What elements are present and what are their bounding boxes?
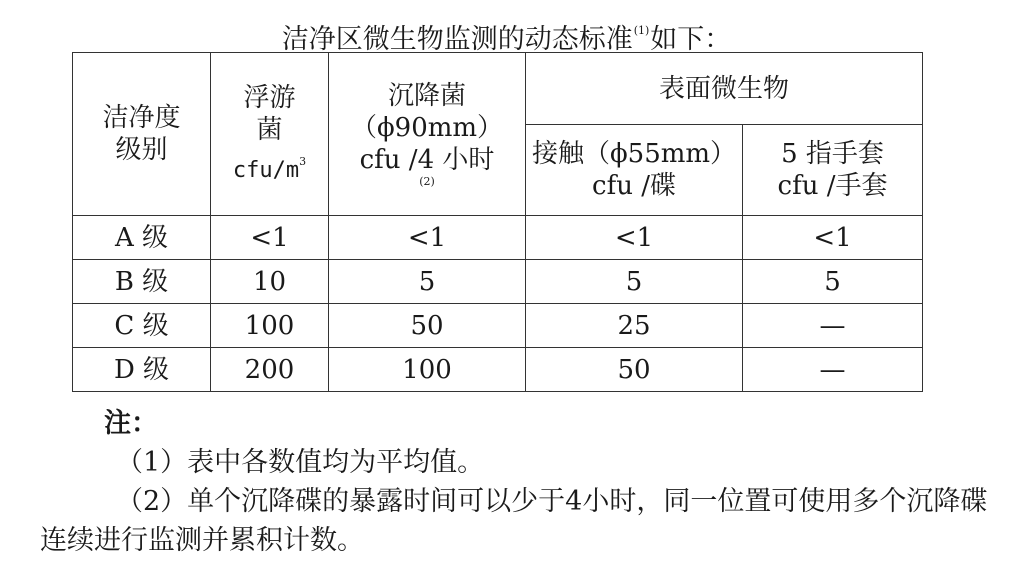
title-suffix: 如下： — [650, 24, 732, 55]
header-glove: 5 指手套 cfu /手套 — [743, 125, 923, 216]
note-2: （2）单个沉降碟的暴露时间可以少于4小时，同一位置可使用多个沉降碟连续进行监测并累积计数。 — [40, 486, 988, 556]
header-surface-group: 表面微生物 — [526, 53, 923, 125]
notes-heading: 注： — [104, 408, 158, 439]
header-settle: 沉降菌 （ϕ90mm） cfu /4 小时 (2) — [329, 53, 526, 216]
table-row: B 级 10 5 5 5 — [73, 260, 923, 304]
title-text: 洁净区微生物监测的动态标准 — [281, 24, 633, 55]
table-header-row — [73, 53, 923, 125]
table-row: C 级 100 50 25 — — [73, 304, 923, 348]
notes-section — [40, 404, 1000, 560]
header-airborne: 浮游 菌 cfu/$m^3$ — [211, 53, 329, 216]
header-contact: 接触（ϕ55mm） cfu /碟 — [526, 125, 743, 216]
title-footnote-ref: (1) — [633, 24, 650, 37]
header-grade: 洁净度 级别 — [73, 53, 211, 216]
table-row: A 级 <1 <1 <1 <1 — [73, 216, 923, 260]
note-1: （1）表中各数值均为平均值。 — [116, 447, 485, 478]
table-row: D 级 200 100 50 — — [73, 348, 923, 392]
standards-table — [72, 52, 923, 392]
